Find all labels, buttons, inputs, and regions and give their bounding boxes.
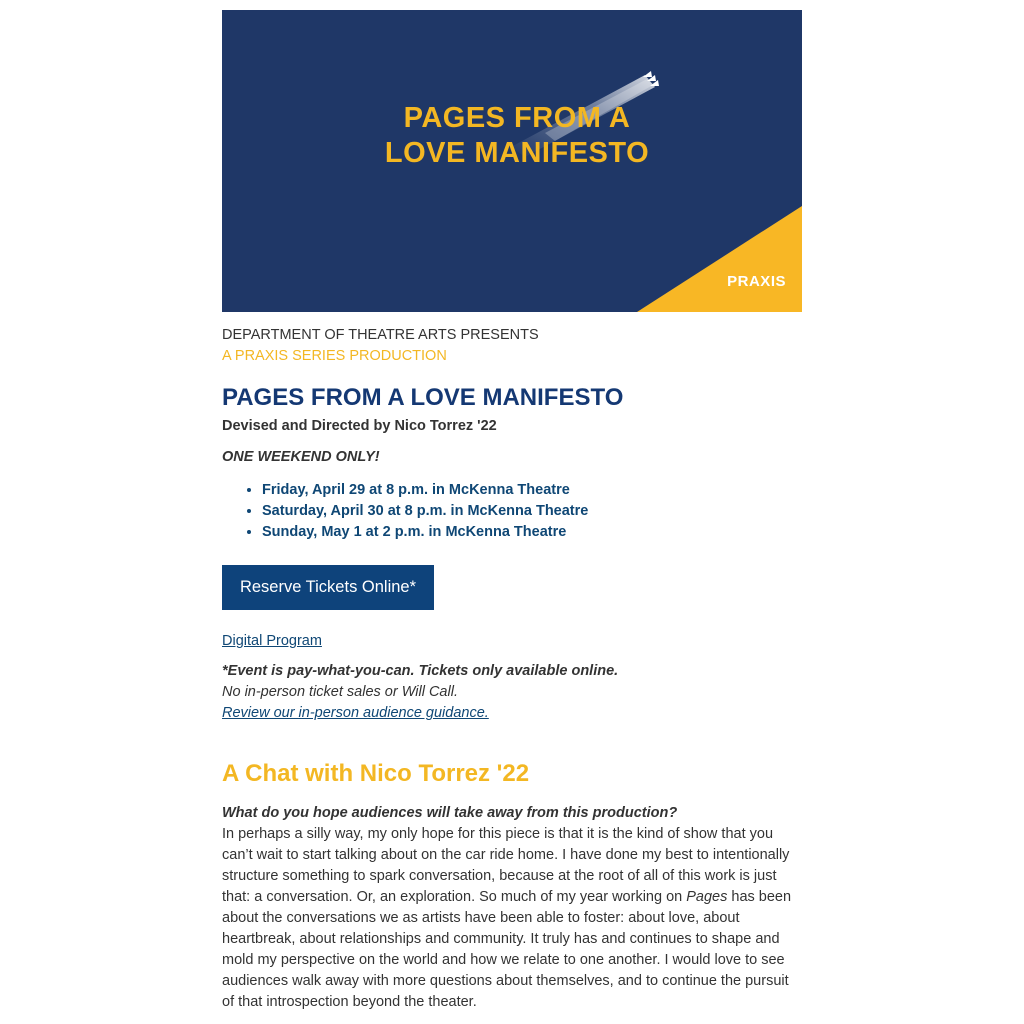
answer-text-italic: Pages	[686, 889, 728, 905]
series-line: A PRAXIS SERIES PRODUCTION	[222, 348, 447, 364]
presenter-line: DEPARTMENT OF THEATRE ARTS PRESENTS	[222, 327, 539, 343]
interview-question: What do you hope audiences will take away from this production?	[222, 805, 678, 821]
reserve-tickets-button[interactable]: Reserve Tickets Online*	[222, 565, 434, 610]
pay-what-you-can-note: *Event is pay-what-you-can. Tickets only available online.	[222, 663, 619, 679]
hero-corner-triangle	[637, 206, 802, 312]
hero-banner	[222, 10, 802, 312]
interview-answer	[222, 824, 802, 1013]
email-content	[222, 10, 802, 1013]
ticket-notes	[222, 661, 802, 724]
performance-date: • Saturday, April 30 at 8 p.m. in McKenna Theatre	[262, 501, 802, 522]
hero-title-line2: LOVE MANIFESTO	[384, 137, 650, 169]
performance-dates-list	[222, 480, 802, 543]
hero-title-line1: PAGES FROM A	[403, 102, 631, 134]
praxis-badge: PRAXIS	[727, 273, 786, 290]
performance-date: • Friday, April 29 at 8 p.m. in McKenna Theatre	[262, 480, 802, 501]
weekend-notice: ONE WEEKEND ONLY!	[222, 449, 380, 465]
answer-text-part2: has been about the conversations we as artists have been able to foster: about love, about heartbreak, about relationships and community. It truly has and continues to shape and mold my perspective on the world and how we relate to one another. I would love to see audiences walk away with more questions about themselves, and to continue the pursuit of that introspection beyond the theater.	[222, 889, 792, 1010]
show-title: PAGES FROM A LOVE MANIFESTO	[222, 384, 624, 411]
hero-title	[222, 101, 802, 171]
digital-program-link[interactable]: Digital Program	[222, 633, 322, 649]
performance-date: • Sunday, May 1 at 2 p.m. in McKenna Theatre	[262, 522, 802, 543]
answer-text-part1: In perhaps a silly way, my only hope for this piece is that it is the kind of show that you can’t wait to start talking about on the car ride home. I have done my best to intentionally structure something to spark conversation, because at the root of all of this work is just that: a conversation. Or, an exploration. So much of my year working on	[222, 826, 790, 905]
director-credit: Devised and Directed by Nico Torrez '22	[222, 418, 497, 434]
no-in-person-note: No in-person ticket sales or Will Call.	[222, 684, 458, 700]
chat-heading: A Chat with Nico Torrez '22	[222, 760, 530, 787]
audience-guidance-link[interactable]: Review our in-person audience guidance.	[222, 705, 489, 721]
